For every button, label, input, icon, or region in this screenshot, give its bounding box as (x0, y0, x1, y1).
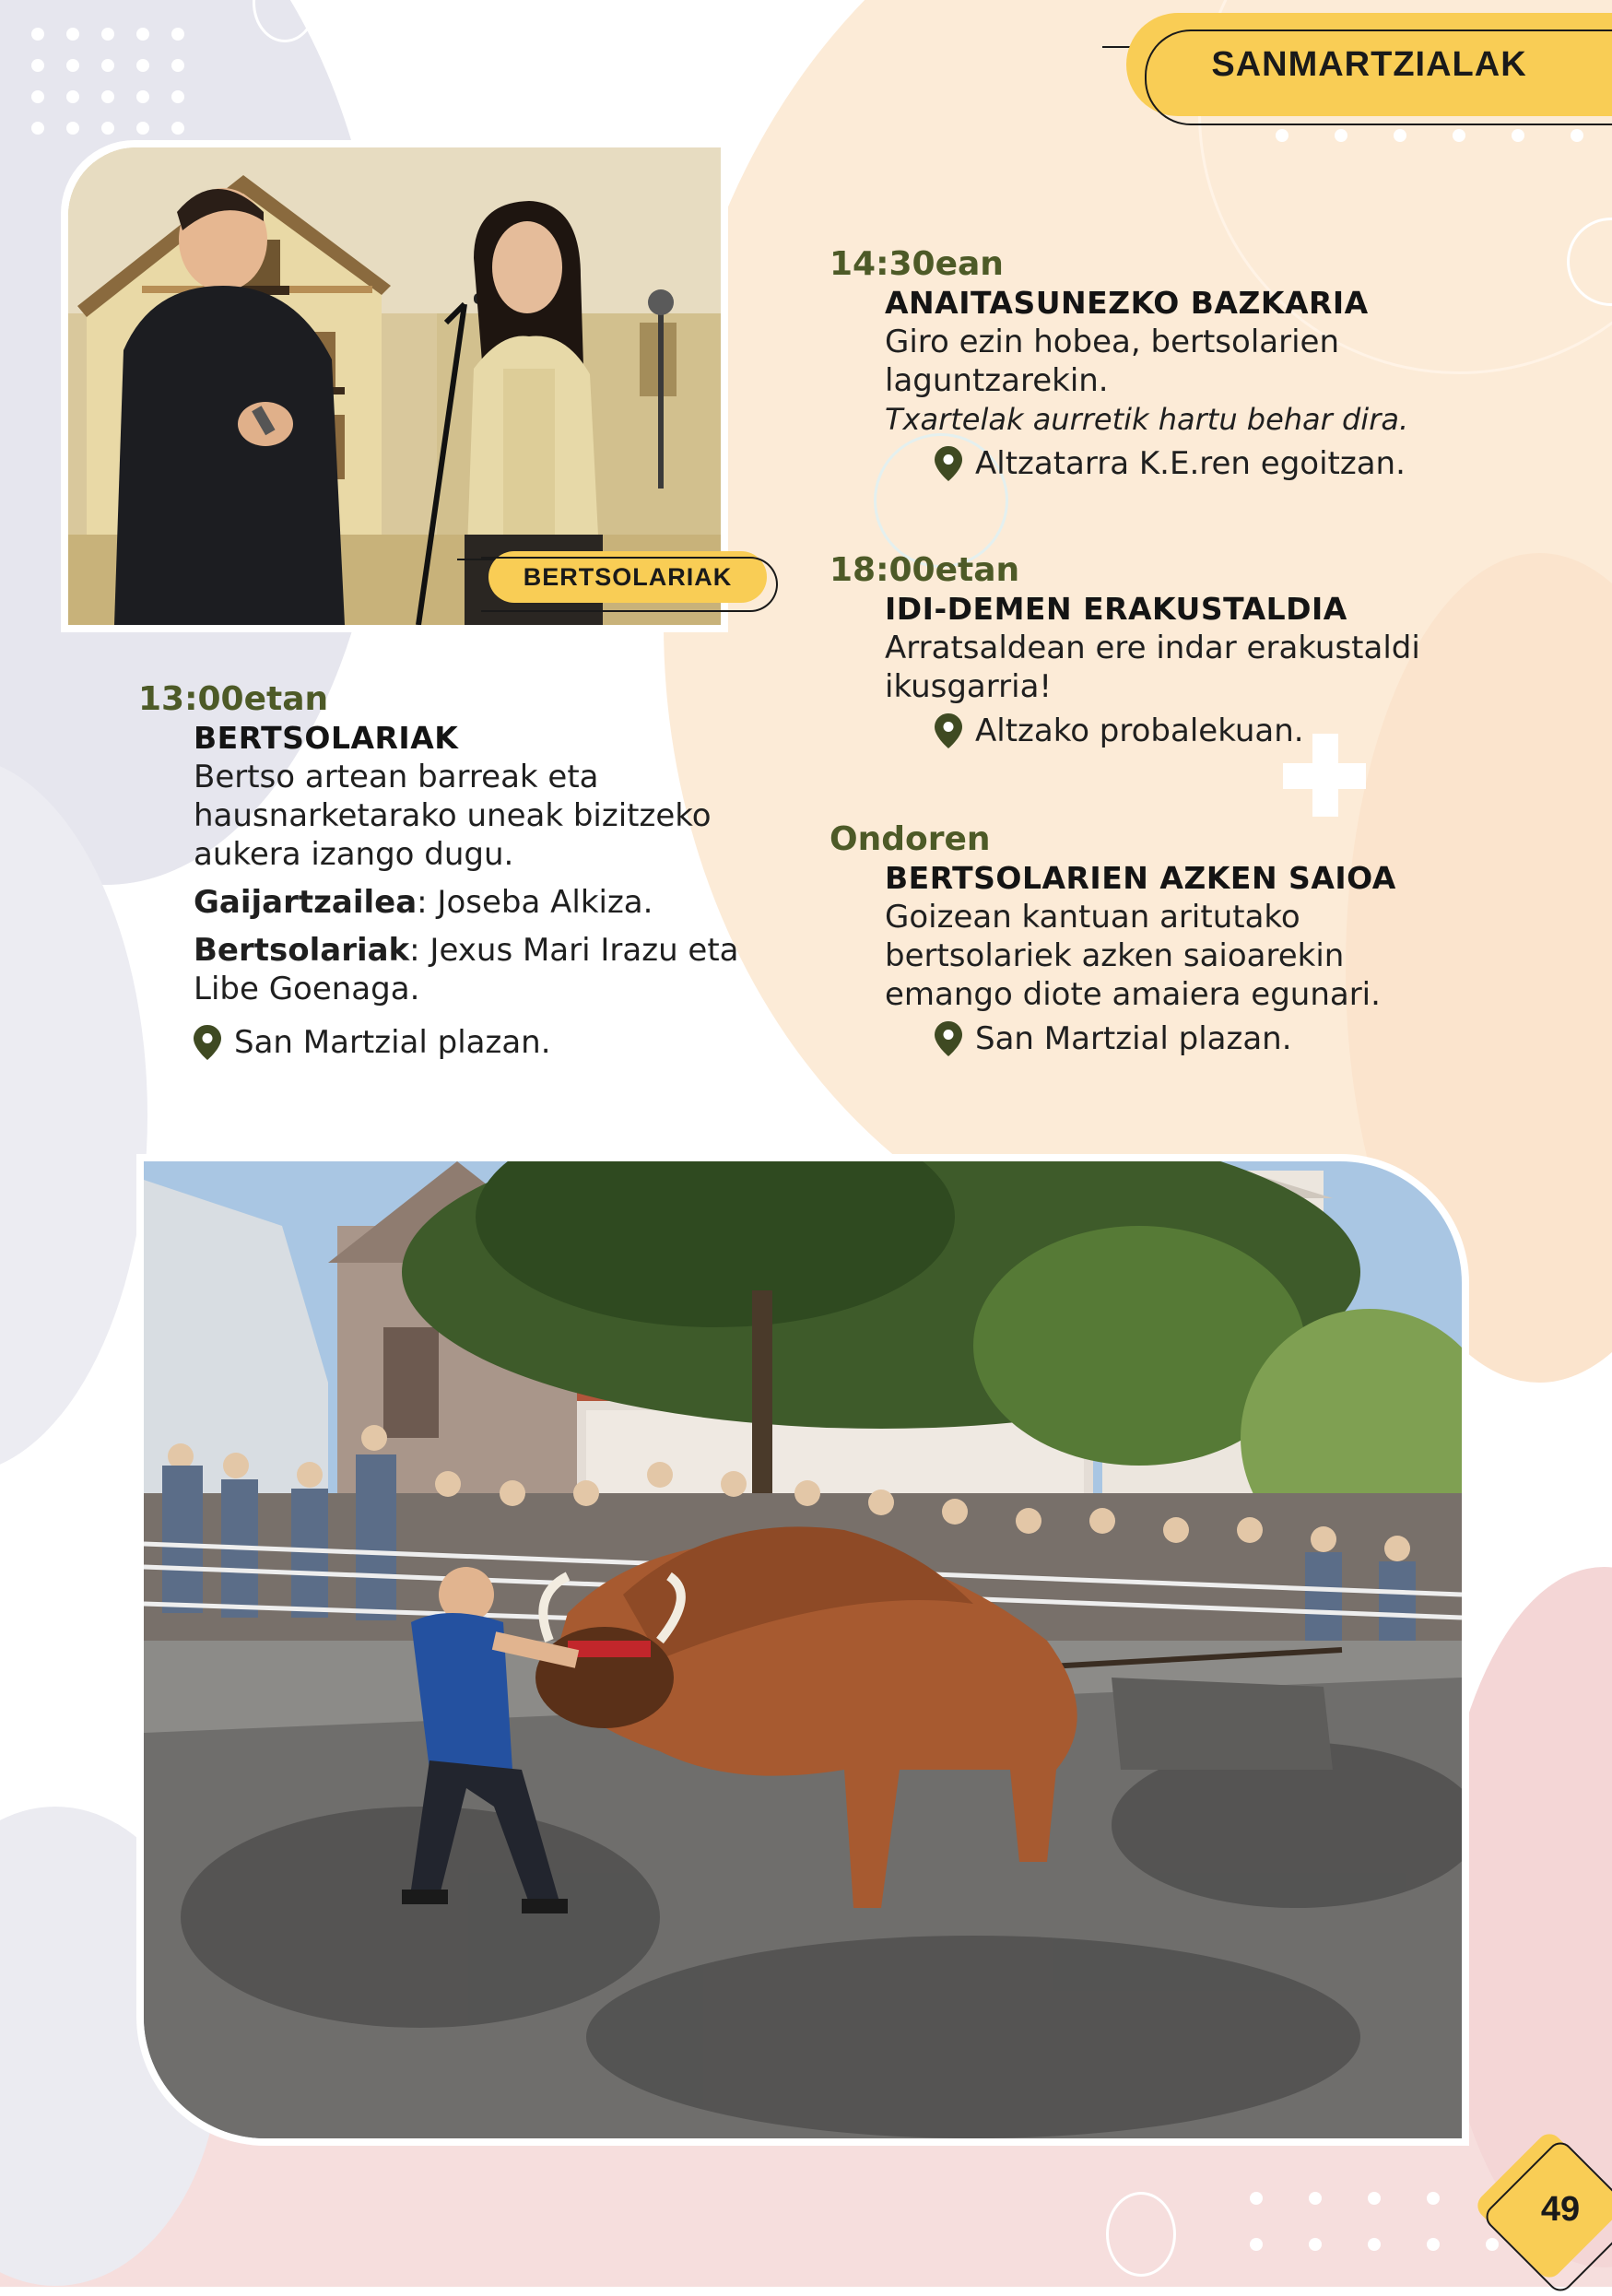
event-description-line: aukera izango dugu. (194, 836, 514, 873)
event-time: 18:00etan (830, 551, 1020, 589)
location-pin-icon (935, 446, 962, 481)
event-time: Ondoren (830, 820, 991, 858)
photo-idi-demak-frame (136, 1154, 1469, 2146)
role-label: Bertsolariak (194, 932, 410, 969)
event-time: 13:00etan (138, 680, 329, 718)
event-title: BERTSOLARIAK (194, 720, 459, 756)
bg-ring (1106, 2192, 1176, 2277)
location-pin-icon (194, 1025, 221, 1060)
event-time: 14:30ean (830, 245, 1004, 283)
event-description-line: Goizean kantuan aritutako (885, 899, 1300, 936)
event-description-line: hausnarketarako uneak bizitzeko (194, 797, 712, 834)
bg-dot-grid (31, 28, 188, 135)
event-location-text: Altzako probalekuan. (975, 712, 1304, 749)
event-description-line: emango diote amaiera egunari. (885, 976, 1381, 1013)
event-role-host (194, 883, 765, 922)
section-title: SANMARTZIALAK (1211, 44, 1527, 84)
event-idi-demak (830, 551, 1493, 750)
role-value: : Jexus Mari Irazu eta (409, 932, 739, 969)
event-body (885, 284, 1493, 439)
event-title: ANAITASUNEZKO BAZKARIA (885, 285, 1369, 321)
page-number-badge (1464, 2120, 1612, 2295)
event-location (935, 712, 1493, 750)
event-body (194, 719, 765, 1008)
event-location (935, 1019, 1493, 1058)
bg-dot-grid (1276, 129, 1612, 142)
event-bazkaria (830, 245, 1493, 483)
event-description-line: bertsolariek azken saioarekin (885, 937, 1345, 974)
event-bertsolariak (138, 680, 765, 1062)
photo-caption-label: BERTSOLARIAK (523, 562, 733, 591)
photo-idi-demak (144, 1161, 1462, 2138)
event-note: Txartelak aurretik hartu behar dira. (885, 402, 1409, 437)
location-pin-icon (935, 1021, 962, 1056)
event-azken-saioa (830, 820, 1493, 1058)
event-location-text: San Martzial plazan. (975, 1020, 1292, 1057)
event-description-line: Bertso artean barreak eta (194, 759, 599, 795)
event-role-singers (194, 931, 765, 970)
event-title: BERTSOLARIEN AZKEN SAIOA (885, 860, 1396, 896)
event-location-text: Altzatarra K.E.ren egoitzan. (975, 445, 1406, 482)
page-number: 49 (1540, 2190, 1581, 2229)
event-location-text: San Martzial plazan. (234, 1024, 551, 1061)
event-body (885, 859, 1493, 1014)
event-body (885, 590, 1493, 706)
event-title: IDI-DEMEN ERAKUSTALDIA (885, 591, 1347, 627)
role-label: Gaijartzailea (194, 884, 418, 921)
section-tab-outline (1145, 29, 1612, 125)
location-pin-icon (935, 713, 962, 748)
event-description-line: Giro ezin hobea, bertsolarien (885, 324, 1339, 360)
event-description-line: ikusgarria! (885, 668, 1053, 705)
role-value: : Joseba Alkiza. (417, 884, 653, 921)
event-location (935, 444, 1493, 483)
event-description-line: laguntzarekin. (885, 362, 1109, 399)
role-value-continued: Libe Goenaga. (194, 971, 420, 1007)
event-description-line: Arratsaldean ere indar erakustaldi (885, 630, 1420, 666)
photo-badge-outline (481, 557, 778, 612)
event-location (194, 1023, 765, 1062)
